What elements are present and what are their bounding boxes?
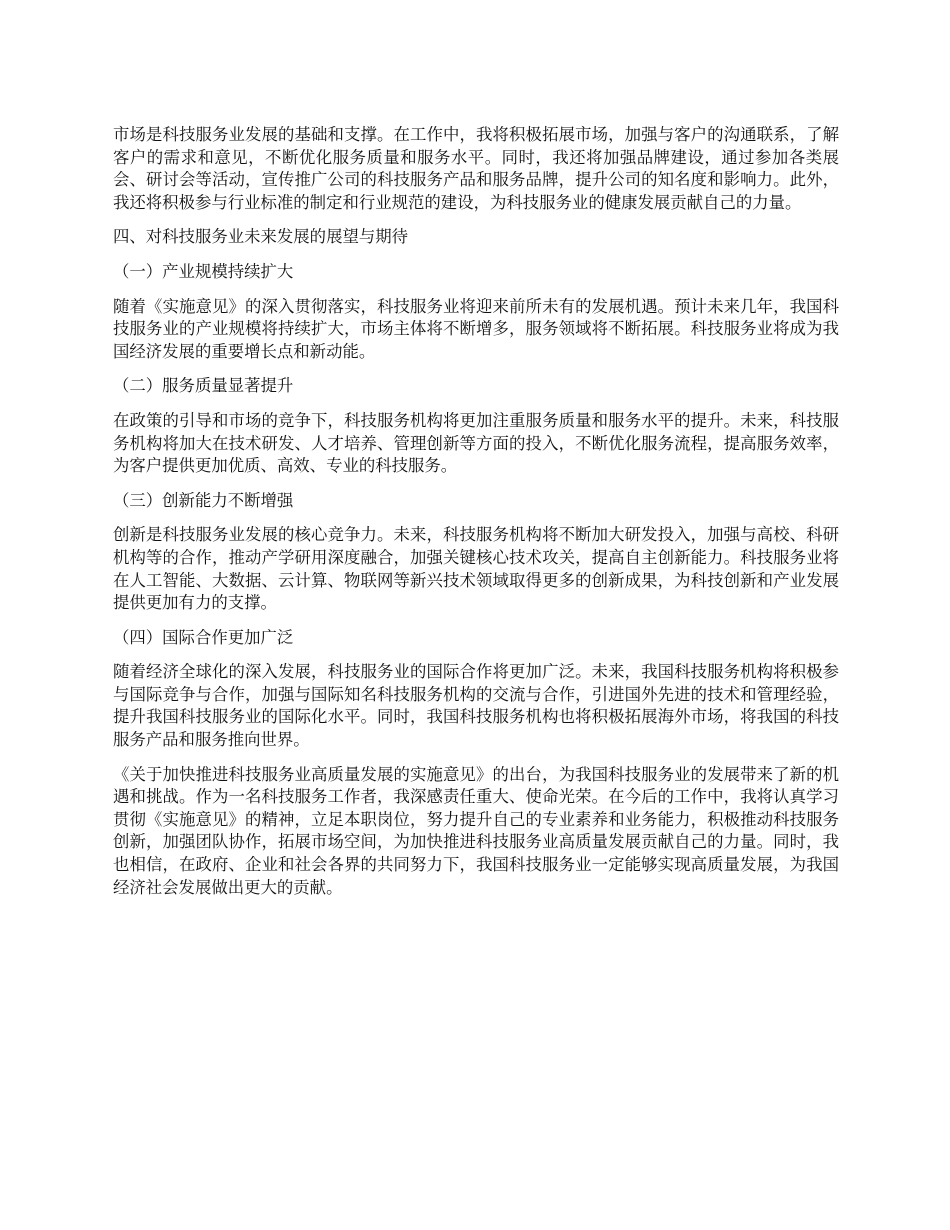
document-body <box>113 124 839 911</box>
paragraph-international: 随着经济全球化的深入发展，科技服务业的国际合作将更加广泛。未来，我国科技服务机构将积极参与国际竞争与合作，加强与国际知名科技服务机构的交流与合作，引进国外先进的技术和管理经验，提升我国科技服务业的国际化水平。同时，我国科技服务机构也将积极拓展海外市场，将我国的科技服务产品和服务推向世界。 <box>113 662 839 750</box>
subheading-international: （四）国际合作更加广泛 <box>113 627 294 647</box>
subheading-quality: （二）服务质量显著提升 <box>113 376 294 396</box>
paragraph-market: 市场是科技服务业发展的基础和支撑。在工作中，我将积极拓展市场，加强与客户的沟通联系，了解客户的需求和意见，不断优化服务质量和服务水平。同时，我还将加强品牌建设，通过参加各类展会、研讨会等活动，宣传推广公司的科技服务产品和服务品牌，提升公司的知名度和影响力。此外，我还将积极参与行业标准的制定和行业规范的建设，为科技服务业的健康发展贡献自己的力量。 <box>113 125 839 212</box>
section-heading-outlook: 四、对科技服务业未来发展的展望与期待 <box>113 227 409 247</box>
paragraph-conclusion: 《关于加快推进科技服务业高质量发展的实施意见》的出台，为我国科技服务业的发展带来了新的机遇和挑战。作为一名科技服务工作者，我深感责任重大、使命光荣。在今后的工作中，我将认真学习贯彻《实施意见》的精神，立足本职岗位，努力提升自己的专业素养和业务能力，积极推动科技服务创新，加强团队协作，拓展市场空间，为加快推进科技服务业高质量发展贡献自己的力量。同时，我也相信，在政府、企业和社会各界的共同努力下，我国科技服务业一定能够实现高质量发展，为我国经济社会发展做出更大的贡献。 <box>113 764 839 897</box>
subheading-scale: （一）产业规模持续扩大 <box>113 261 294 281</box>
paragraph-scale: 随着《实施意见》的深入贯彻落实，科技服务业将迎来前所未有的发展机遇。预计未来几年，我国科技服务业的产业规模将持续扩大，市场主体将不断增多，服务领域将不断拓展。科技服务业将成为我国经济发展的重要增长点和新动能。 <box>113 296 839 361</box>
paragraph-innovation: 创新是科技服务业发展的核心竞争力。未来，科技服务机构将不断加大研发投入，加强与高校、科研机构等的合作，推动产学研用深度融合，加强关键核心技术攻关，提高自主创新能力。科技服务业将在人工智能、大数据、云计算、物联网等新兴技术领域取得更多的创新成果，为科技创新和产业发展提供更加有力的支撑。 <box>113 525 839 613</box>
paragraph-quality: 在政策的引导和市场的竞争下，科技服务机构将更加注重服务质量和服务水平的提升。未来，科技服务机构将加大在技术研发、人才培养、管理创新等方面的投入，不断优化服务流程，提高服务效率，为客户提供更加优质、高效、专业的科技服务。 <box>113 410 839 476</box>
subheading-innovation: （三）创新能力不断增强 <box>113 490 294 510</box>
